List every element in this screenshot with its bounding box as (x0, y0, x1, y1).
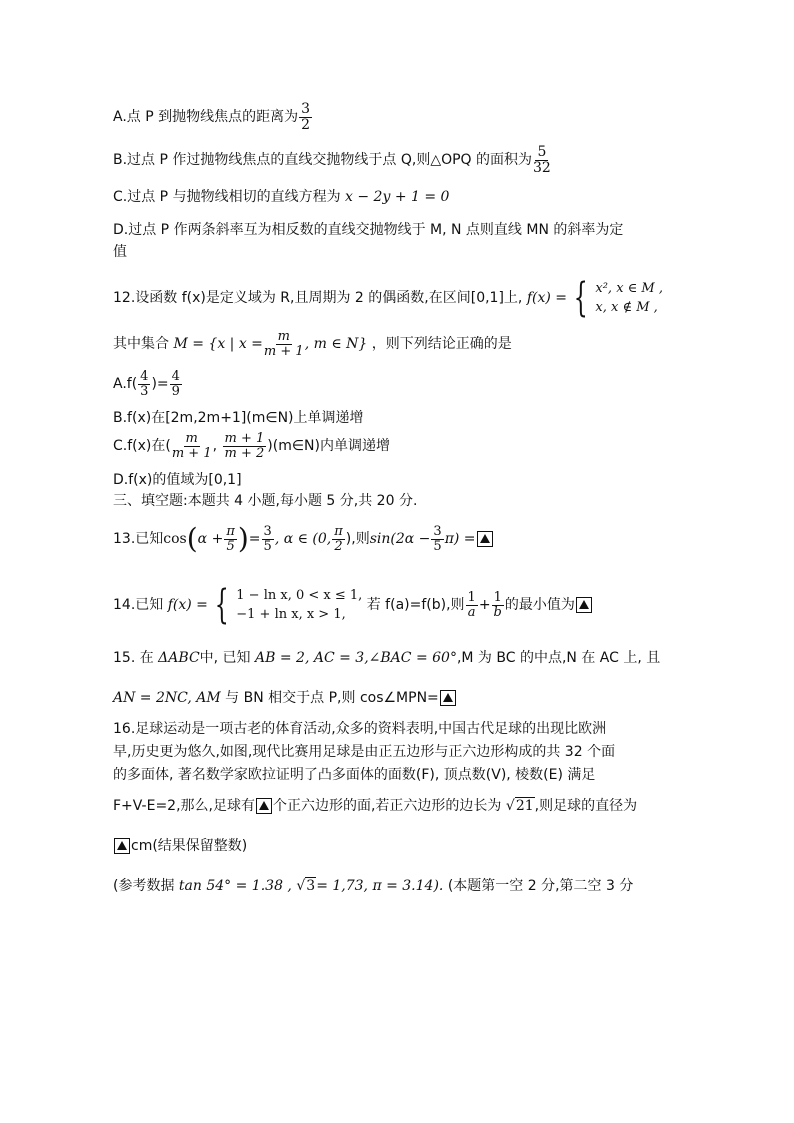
q13-right-paren: ) (237, 522, 249, 556)
q15-given: AB = 2, AC = 3,∠BAC = 60° (255, 650, 457, 666)
q16-line4 (113, 798, 637, 815)
q12-c-prefix: C.f(x)在( (113, 438, 171, 455)
q14-prefix: 14.已知 (113, 597, 164, 613)
q16-answer-blank-1-icon[interactable] (256, 798, 272, 814)
q15-triangle: ΔABC (158, 650, 200, 666)
q12-fx: f(x) = (526, 290, 568, 306)
q14-one-over-a: $\frac{1}{a}$ (467, 589, 476, 620)
q16-ref: tan 54° = 1.38 , (178, 878, 292, 894)
q14-end: 的最小值为 (504, 597, 575, 613)
q14-answer-blank-icon[interactable] (576, 597, 592, 613)
q13-prefix: 13.已知 (113, 531, 164, 548)
option-d-line1: D.过点 P 作两条斜率互为相反数的直线交抛物线于 M, N 点则直线 MN 的斜率为定 (113, 222, 624, 238)
q13-three-fifths: $\frac{3}{5}$ (263, 524, 272, 554)
q16-ref2: = 1,73, π = 3.14). (316, 878, 444, 894)
q14-plus: + (478, 597, 491, 613)
q16-line2: 早,历史更为悠久,如图,现代比赛用足球是由正五边形与正六边形构成的共 32 个面 (113, 744, 616, 760)
q12-set-suffix: ，则下列结论正确的是 (371, 336, 512, 353)
q15-answer-blank-icon[interactable] (440, 690, 456, 706)
q13 (113, 522, 494, 556)
q14-mid: 若 f(a)=f(b),则 (366, 597, 465, 613)
q14-one-over-b: $\frac{1}{b}$ (493, 589, 502, 620)
q12-option-a (113, 370, 183, 398)
q14 (113, 582, 593, 628)
option-d-line2: 值 (113, 244, 127, 260)
q13-eq: = (248, 531, 261, 548)
q16-line3: 的多面体, 著名数学家欧拉证明了凸多面体的面数(F), 顶点数(V), 棱数(E) 满足 (113, 767, 596, 783)
section-3-heading: 三、填空题:本题共 4 小题,每小题 5 分,共 20 分. (113, 493, 418, 509)
q12-set-prefix: 其中集合 (113, 336, 169, 353)
q16-line6 (113, 878, 633, 895)
q12-brace: { (574, 275, 589, 321)
q12-option-b: B.f(x)在[2m,2m+1](m∈N)上单调递增 (113, 410, 364, 426)
option-b-text: B.过点 P 作过抛物线焦点的直线交抛物线于点 Q,则△OPQ 的面积为 (113, 152, 533, 169)
q16-line4-c: ,则足球的直径为 (534, 798, 638, 814)
q16-sqrt-21: √21 (505, 798, 534, 814)
q14-case1: 1 − ln x, 0 < x ≤ 1, (236, 587, 363, 603)
q16-line4-a: F+V-E=2,那么,足球有 (113, 798, 255, 814)
q14-brace: { (215, 582, 230, 628)
q12-case2: x, x ∉ M , (595, 300, 658, 315)
q12-text: 12.设函数 f(x)是定义域为 R,且周期为 2 的偶函数,在区间[0,1]上, (113, 290, 523, 306)
q12-option-c (113, 432, 390, 460)
option-b (113, 145, 552, 175)
q12-cases (595, 279, 663, 318)
option-c-text: C.过点 P 与抛物线相切的直线方程为 (113, 189, 341, 205)
q13-three-fifths-2: $\frac{3}{5}$ (433, 524, 442, 554)
q16-line6-a: (参考数据 (113, 878, 175, 894)
q16-line6-b: (本题第一空 2 分,第二空 3 分 (447, 878, 634, 894)
q13-alpha: α + (197, 531, 224, 548)
q12-set-right: , m ∈ N} (304, 336, 368, 353)
q12-set-left: M = {x | x = (173, 336, 263, 353)
q13-domain: , α ∈ (0, (274, 531, 332, 548)
q15-prefix: 15. 在 (113, 650, 154, 666)
q12-c-fraction2: $\frac{m + 1}{m + 2}$ (224, 431, 265, 461)
q12-set-fraction: $\frac{m}{m + 1}$ (263, 329, 304, 359)
q16-sqrt-3: √3 (296, 878, 316, 894)
q16-line5 (113, 838, 247, 855)
q13-then: ),则 (345, 531, 370, 548)
q15-eq: AN = 2NC, AM (113, 690, 221, 706)
q13-pi-over-2: $\frac{\pi}{2}$ (334, 524, 343, 554)
q14-case2: −1 + ln x, x > 1, (236, 607, 346, 622)
q12-a-prefix: A.f( (113, 376, 138, 393)
q16-line5-text: cm(结果保留整数) (131, 838, 248, 854)
q14-cases (236, 586, 362, 625)
q13-answer-blank-icon[interactable] (477, 531, 493, 547)
option-a (113, 102, 313, 132)
q12-a-fraction1: $\frac{4}{3}$ (140, 369, 149, 399)
q13-left-paren: ( (186, 522, 198, 556)
q13-pi-over-5: $\frac{\pi}{5}$ (226, 524, 235, 554)
q12-c-suffix: )(m∈N)内单调递增 (267, 438, 390, 455)
q12-case1: x², x ∈ M , (595, 280, 663, 296)
q12-stem (113, 275, 663, 321)
q15-mid: 中, 已知 (199, 650, 251, 666)
q16-line4-b: 个正六边形的面,若正六边形的边长为 (272, 798, 502, 814)
q15-line1-end: ,M 为 BC 的中点,N 在 AC 上, 且 (456, 650, 661, 666)
q12-set-line (113, 330, 512, 358)
q12-a-fraction2: $\frac{4}{9}$ (171, 369, 180, 399)
q15-line1 (113, 650, 660, 667)
q14-fx: f(x) = (167, 597, 208, 613)
q13-cos: cos (163, 531, 187, 548)
option-c (113, 189, 449, 206)
q12-option-d: D.f(x)的值域为[0,1] (113, 472, 242, 488)
option-b-fraction: $\frac{5}{32}$ (533, 144, 551, 176)
q15-line2-text: 与 BN 相交于点 P,则 cos∠MPN= (225, 690, 439, 706)
q13-sin: sin(2α − (369, 531, 431, 548)
option-a-text: A.点 P 到抛物线焦点的距离为 (113, 109, 299, 126)
q12-c-comma: , (212, 438, 218, 455)
q15-line2 (113, 690, 457, 707)
q16-line1: 16.足球运动是一项古老的体育活动,众多的资料表明,中国古代足球的出现比欧洲 (113, 721, 607, 737)
q13-end: π) = (444, 531, 476, 548)
option-c-equation: x − 2y + 1 = 0 (345, 189, 450, 205)
q12-a-mid: )= (151, 376, 169, 393)
option-a-fraction: $\frac{3}{2}$ (301, 101, 311, 133)
q16-answer-blank-2-icon[interactable] (114, 838, 130, 854)
q12-c-fraction1: $\frac{m}{m + 1}$ (171, 431, 212, 461)
